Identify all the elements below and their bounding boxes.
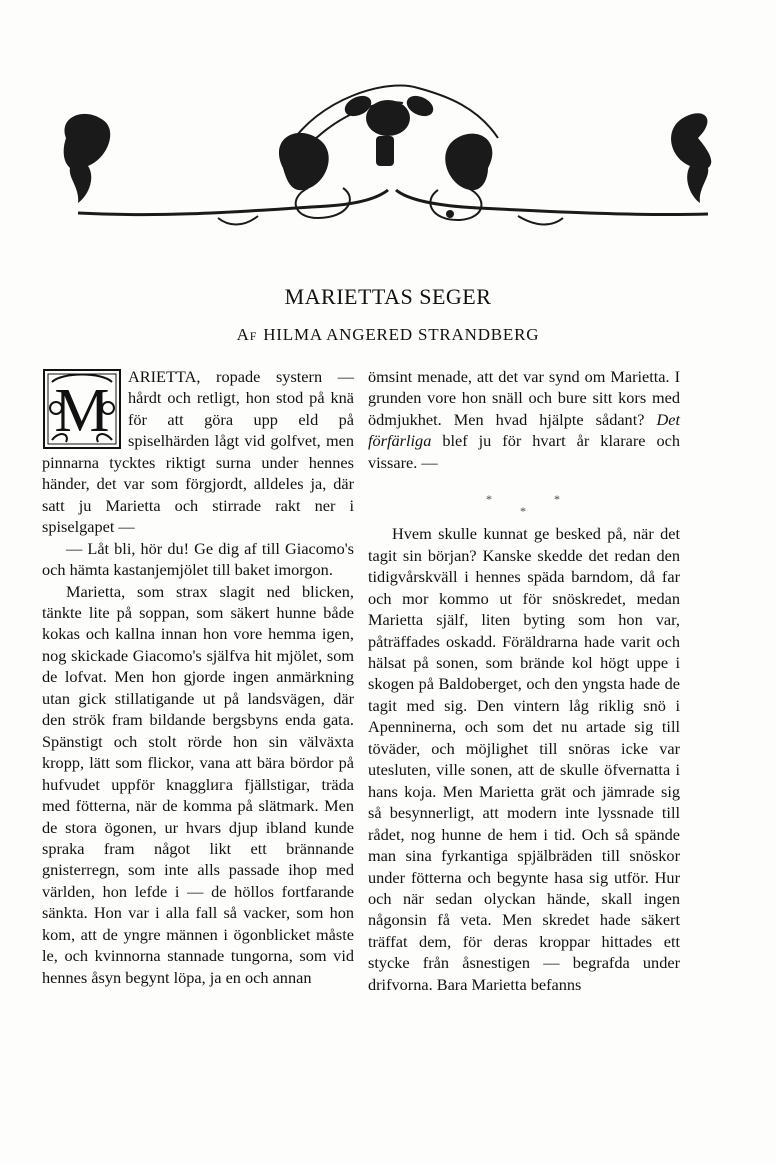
section-separator <box>368 479 680 523</box>
paragraph-4 <box>368 366 680 473</box>
article-title: MARIETTAS SEGER <box>284 284 492 309</box>
paragraph-2: — Låt bli, hör du! Ge dig af till Giacomo's och hämta kastanjemjölet till baket imorgon. <box>42 538 354 580</box>
left-column <box>42 366 354 988</box>
article-byline <box>0 325 776 345</box>
separator-star: * <box>554 492 560 507</box>
drop-cap <box>42 368 122 450</box>
paragraph-3: Marietta, som strax slagit ned blicken, tänkte lite på soppan, som säkert hunne både kokas och kallna innan hon vore hemma igen, nog skickade Giacomo's själfva hit mjölet, som de lofvat. Men hon gjorde ingen anmärkning utan gick stillatigande ut på landsvägen, där den strök fram bildande bergsbyns enda gata. Spänstigt och stolt rörde hon sin välväxta kropp, lätt som flickor, vana att bära bördor på hufvudet uppför knagglига fjällstigar, träda med fötterna, när de komma på slätmark. Men de stora ögonen, ur hvars djup ibland kunde spraka fram något likt ett brännande gnisterregn, som inte alls passade ihop med världen, hon lefde i — de höllos fortfarande sänkta. Hon var i alla fall så vacker, som hon kom, att de yngre männen i ögonblicket måste le, och kvinnorna stannade tungorna, som vid hennes åsyn begynt löpa, ja en och annan <box>42 581 354 987</box>
author-name: HILMA ANGERED STRANDBERG <box>263 325 540 344</box>
floral-headpiece-icon <box>58 78 726 238</box>
paragraph-4-italic: Det förfärliga <box>368 409 680 451</box>
ornament-svg <box>58 78 726 238</box>
paragraph-1-lead: ARIETTA, <box>128 367 201 386</box>
paragraph-5: Hvem skulle kunnat ge besked på, när det tagit sin början? Kanske skedde det redan den tidigvårskväll i hennes späda barndom, då far och mor kommo ut för snöskredet, medan Marietta själf, liten byting som hon var, påträffades oskadd. Föräldrarna hade varit och hälsat på sonen, som brände kol högt uppe i skogen på Baldoberget, och den yngsta hade de tagit med sig. Den vintern låg riklig snö i Apenninerna, och som det nu artade sig till töväder, och möjlighet till snöras icke var utesluten, ville sonen, att de skulle öfvernatta i hans koja. Men Marietta grät och jämrade sig så besynnerligt, att modern inte lyssnade till rådet, nog hunne de hem i tid. Och så spände man sina fyrkantiga spjälbräden till snöskor under fötterna och begynte hasa sig utför. Hur och när sedan olyckan hände, skall ingen någonsin få veta. Men skredet hade säkert träffat dem, för deras kroppar hittades ett stycke från åsnestigen — begrafda under drifvorna. Bara Marietta befanns <box>368 524 680 994</box>
paragraph-1-text: ropade systern — hårdt och retligt, hon stod på knä för att göra upp eld på spiselhärden lågt vid golfvet, men pinnarna tycktes riktigt surna under hennes händer, det var som förgjordt, alldeles ja, där satt ju Marietta och stirrade rakt ner i spiselgapet — <box>42 367 355 537</box>
separator-star: * <box>520 504 526 519</box>
separator-star: * <box>486 492 492 507</box>
right-column <box>368 366 680 995</box>
byline-prefix: Af <box>236 325 258 344</box>
drop-cap-letter: M <box>54 377 110 445</box>
paragraph-4-end: blef ju för hvart år klarare och vissare. — <box>368 431 680 472</box>
paragraph-4-start: ömsint menade, att det var synd om Marietta. I grunden vore hon snäll och bure sitt kors med ödmjukhet. Men hvad hjälpte sådant? <box>368 367 680 429</box>
